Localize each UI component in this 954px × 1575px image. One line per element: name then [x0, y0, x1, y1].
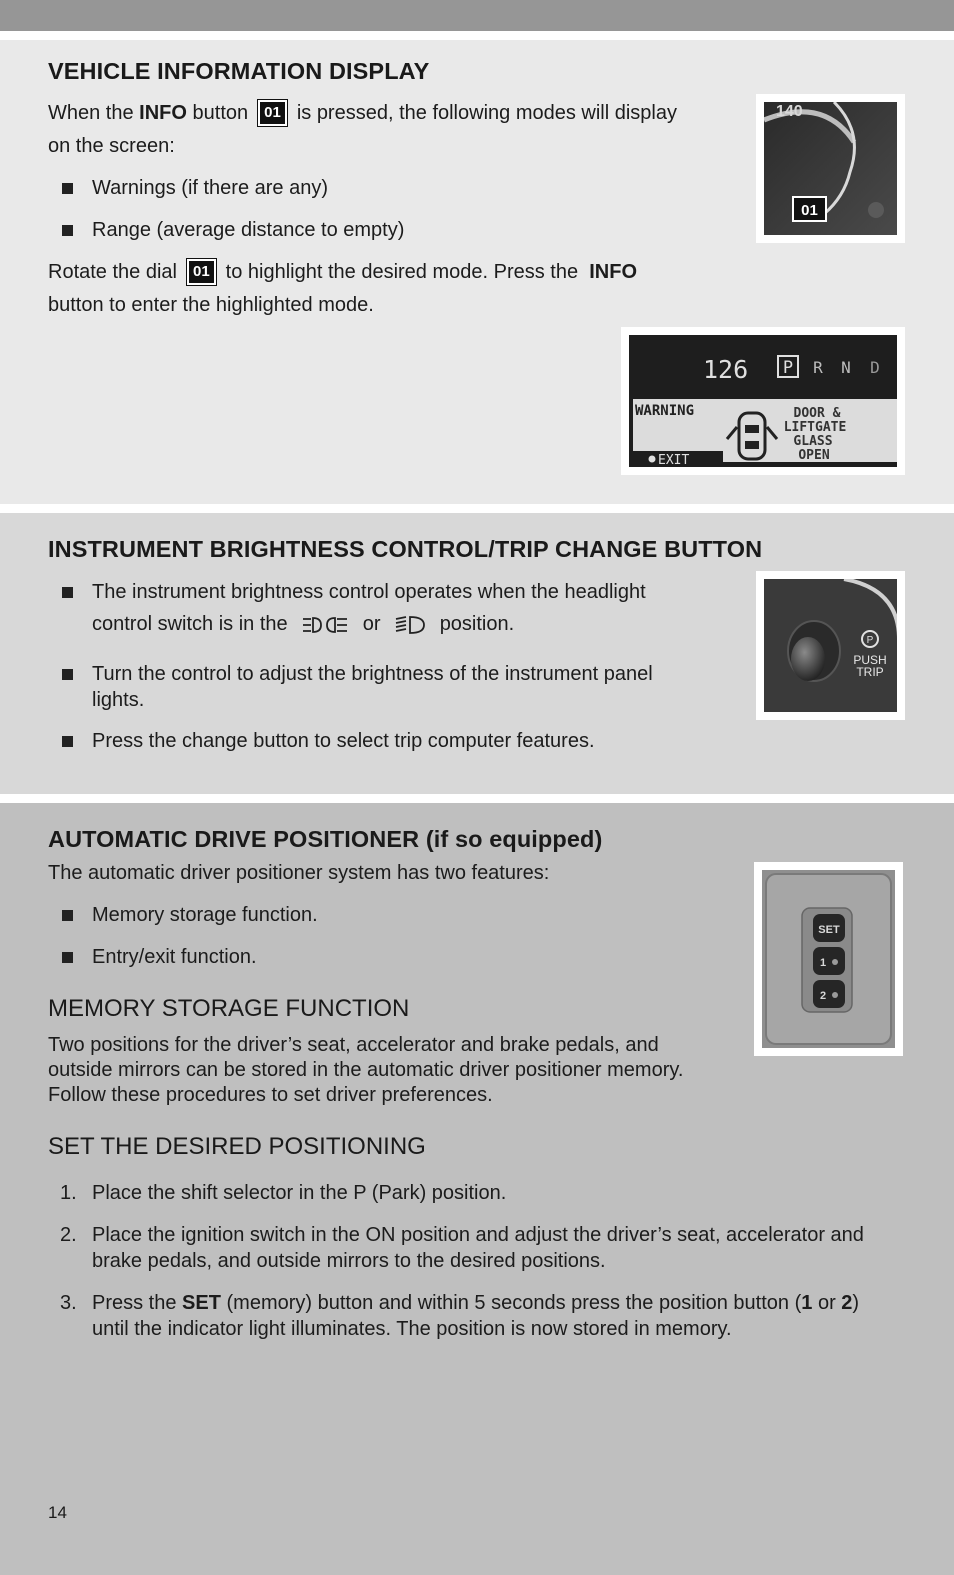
memory-buttons-photo [754, 862, 903, 1056]
headlight-icon [394, 615, 426, 635]
position-1-label: 1 [819, 957, 827, 969]
gauge-dial-image [764, 102, 897, 235]
dial-badge: 01 [187, 259, 216, 285]
memory-buttons-image [762, 870, 895, 1048]
section-automatic-drive-positioner: AUTOMATIC DRIVE POSITIONER (if so equipped) The automatic driver positioner system has two features: Memory storage function. Entry/exit function. MEMORY STORAGE FUNCTION Two positions for the driver’s seat, accelerator and brake pedals, and outside mirrors can be stored in the automatic driver positioner memory. Follow these procedures to set driver preferences. SET THE DESIRED POSITIONING 1. Place the shift selector in the P (Park) position. 2. Place the ignition switch in the ON position and adjust the driver’s seat, accelerator and brake pedals, and outside mirrors to the desired positions. 3. Press the SET (memory) button and within 5 seconds press the position button (1 or 2) until the indicator light illuminates. The position is now stored in memory. SET 1 2 [0, 803, 954, 1575]
gear-p: P [782, 358, 794, 378]
warning-message-line: GLASS [793, 434, 833, 449]
memory-paragraph: Two positions for the driver’s seat, accelerator and brake pedals, and outside mirrors can be stored in the automatic driver positioner memory. Follow these procedures to set driver preferences. [48, 1034, 684, 1106]
section-instrument-brightness: INSTRUMENT BRIGHTNESS CONTROL/TRIP CHANGE BUTTON The instrument brightness control operates when the headlight control switch is in the or position. Turn the control to adjust the brightness of the instrument panel lights. Press the change button to select trip computer features. P PUSH TRIP [0, 513, 954, 794]
bullet-square-icon [62, 952, 73, 963]
trip-label: TRIP [856, 665, 884, 679]
exit-dot-icon [649, 456, 656, 463]
list-item: 3. Press the SET (memory) button and within 5 seconds press the position button (1 or 2) until the indicator light illuminates. The position is now stored in memory. [60, 1292, 860, 1340]
photo-badge: 01 [801, 202, 818, 219]
section-vehicle-information-display: VEHICLE INFORMATION DISPLAY When the INFO button 01 is pressed, the following modes will display on the screen: Warnings (if there are any) Range (average distance to empty) Rotate the dial 01 to highlight the desired mode. Press the INFO button to enter the highlighted mode. 140 01 126 P R N D WARNING DOOR & LIFTGATE GLASS OPEN EXIT [0, 40, 954, 504]
list-item: Turn the control to adjust the brightness of the instrument panel lights. [62, 661, 724, 717]
svg-text:P: P [866, 635, 874, 646]
page-number: 14 [48, 1503, 67, 1522]
list-item: 2. Place the ignition switch in the ON position and adjust the driver’s seat, accelerator and brake pedals, and outside mirrors to the desired positions. [60, 1224, 864, 1272]
display-speed: 126 [703, 355, 749, 384]
intro-text: The automatic driver positioner system has two features: [48, 862, 550, 884]
bullet-square-icon [62, 669, 73, 680]
indicator-light-icon [832, 992, 838, 998]
rotate-paragraph: Rotate the dial 01 to highlight the desired mode. Press the INFO button to enter the highlighted mode. [48, 261, 638, 316]
bullet-square-icon [62, 183, 73, 194]
bullet-square-icon [62, 736, 73, 747]
warning-message-line: LIFTGATE [783, 420, 847, 435]
bullet-square-icon [62, 587, 73, 598]
warning-message-line: DOOR & [793, 406, 841, 421]
warning-label: WARNING [635, 403, 695, 419]
section-heading: VEHICLE INFORMATION DISPLAY [48, 58, 430, 84]
gear-n: N [841, 358, 851, 377]
intro-paragraph: When the INFO button 01 is pressed, the following modes will display on the screen: [48, 102, 677, 157]
gauge-number: 140 [776, 103, 803, 120]
list-item: The instrument brightness control operates when the headlight control switch is in the or position. [62, 579, 724, 639]
parking-lights-icon [301, 615, 349, 635]
gear-d: D [870, 358, 880, 377]
bullet-square-icon [62, 225, 73, 236]
bullet-square-icon [62, 910, 73, 921]
top-bar [0, 0, 954, 31]
exit-label: EXIT [658, 453, 690, 467]
section-heading: AUTOMATIC DRIVE POSITIONER (if so equipped) [48, 826, 603, 852]
indicator-light-icon [832, 959, 838, 965]
push-label: PUSH [853, 653, 887, 667]
warning-message-line: OPEN [798, 448, 830, 463]
info-display-screen [629, 335, 897, 467]
subheading-memory-storage: MEMORY STORAGE FUNCTION [48, 995, 410, 1022]
section-heading: INSTRUMENT BRIGHTNESS CONTROL/TRIP CHANGE BUTTON [48, 536, 763, 562]
subheading-set-positioning: SET THE DESIRED POSITIONING [48, 1133, 426, 1160]
position-1-button [813, 947, 845, 975]
gear-r: R [813, 358, 823, 377]
gauge-dial-photo [756, 94, 905, 243]
position-2-label: 2 [819, 990, 827, 1002]
position-2-button [813, 980, 845, 1008]
brightness-knob-photo [756, 571, 905, 720]
info-button-badge: 01 [258, 100, 287, 126]
set-label: SET [818, 924, 840, 936]
brightness-knob-image [764, 579, 897, 712]
info-display-photo [621, 327, 905, 475]
